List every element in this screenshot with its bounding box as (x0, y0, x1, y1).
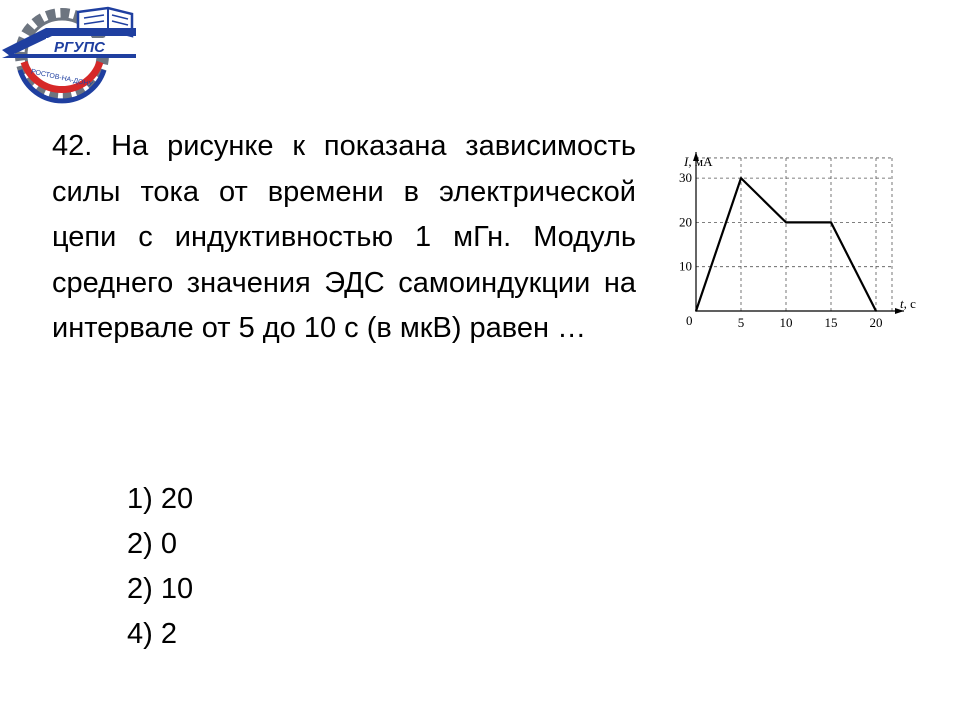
x-tick-label: 15 (824, 315, 838, 330)
question-text: 42. На рисунке к показана зависимость силы тока от времени в электрической цепи с индуктивностью 1 мГн. Модуль среднего значения ЭДС самоиндукции на интервале от 5 до 10 с (в мкВ) равен … (52, 130, 636, 344)
y-tick-label: 10 (679, 258, 692, 274)
current-time-chart (640, 128, 940, 348)
x-axis-label (900, 296, 916, 311)
answer-option: 1) 20 (127, 483, 194, 515)
university-logo (0, 0, 140, 110)
logo-subtext: РОСТОВ-НА-ДОНУ (30, 68, 94, 89)
data-point (695, 310, 697, 312)
y-tick-label: 20 (679, 214, 692, 230)
y-axis-label (683, 154, 713, 169)
y-axis-var: I (684, 153, 689, 169)
data-point (785, 222, 787, 224)
answer-option: 2) 10 (127, 573, 194, 605)
chart-grid (696, 158, 892, 311)
data-point (875, 310, 877, 312)
y-axis-unit: , мА (688, 153, 713, 169)
x-tick-label: 20 (869, 315, 883, 330)
x-axis-var: t (900, 296, 904, 311)
answer-option: 4) 2 (127, 618, 177, 650)
answer-list (127, 477, 193, 657)
x-tick-label: 5 (737, 315, 745, 330)
answer-option: 2) 0 (127, 528, 177, 560)
x-axis-unit: , с (903, 296, 916, 311)
x-tick-label: 10 (779, 315, 793, 330)
data-point (740, 177, 742, 179)
chart-axes (693, 152, 904, 314)
data-point (830, 222, 832, 224)
logo-text: РГУПС (54, 39, 105, 56)
origin-label: 0 (686, 313, 693, 328)
y-tick-label: 30 (679, 170, 692, 186)
chart-ticks (679, 170, 883, 330)
